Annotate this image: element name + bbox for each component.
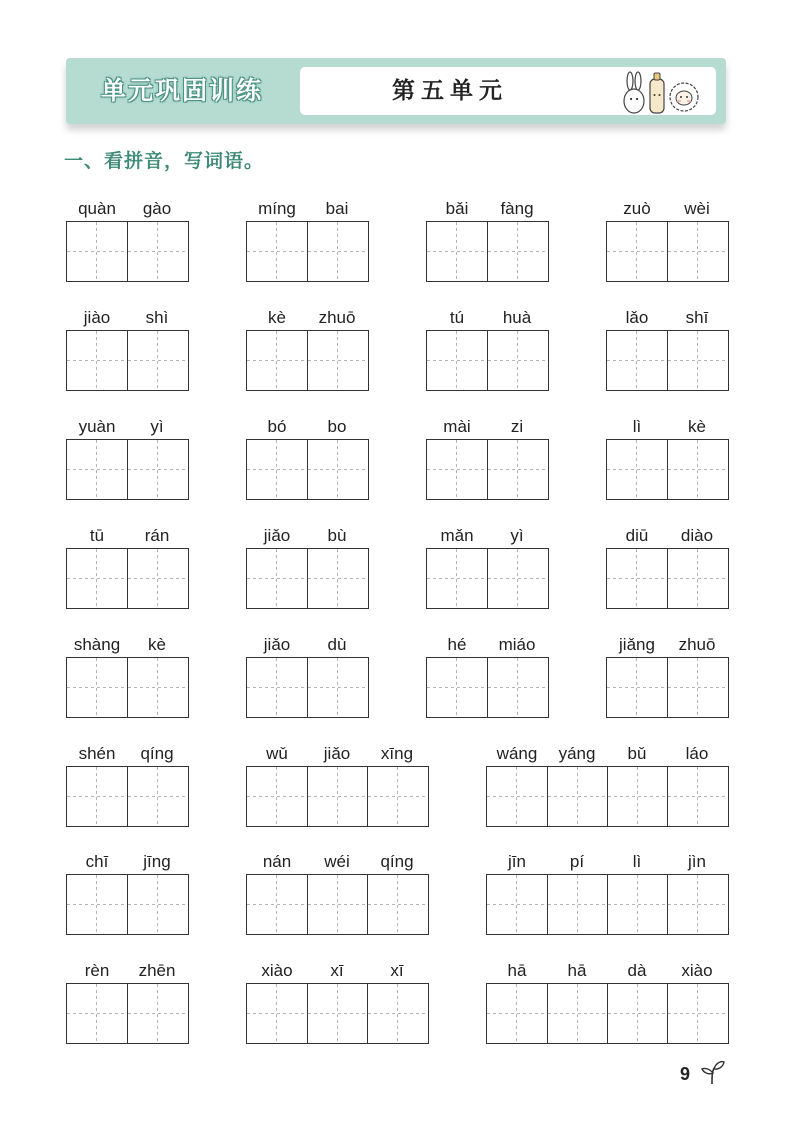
writing-cell[interactable] — [247, 440, 307, 499]
pinyin-syllable: mǎn — [440, 526, 474, 545]
pinyin-syllable: bù — [327, 526, 347, 545]
pinyin-syllable: rèn — [84, 961, 110, 980]
writing-cell[interactable] — [607, 875, 667, 934]
word-group — [606, 526, 729, 626]
writing-cell[interactable] — [127, 767, 187, 826]
tianzige-box — [426, 657, 549, 718]
writing-cell[interactable] — [607, 658, 667, 717]
pinyin-syllable: dù — [327, 635, 347, 654]
word-group — [66, 417, 189, 517]
pinyin-syllable: bǎi — [445, 199, 469, 218]
tianzige-box — [246, 983, 429, 1044]
writing-cell[interactable] — [487, 658, 547, 717]
pinyin-syllable: jīn — [508, 852, 526, 871]
word-group — [606, 308, 729, 408]
writing-cell[interactable] — [487, 875, 547, 934]
tianzige-box — [66, 983, 189, 1044]
writing-cell[interactable] — [427, 222, 487, 281]
writing-cell[interactable] — [487, 331, 547, 390]
pinyin-syllable: tú — [449, 308, 465, 327]
writing-cell[interactable] — [67, 767, 127, 826]
pinyin-syllable: shī — [685, 308, 709, 327]
tianzige-box — [486, 874, 729, 935]
pinyin-syllable: lì — [632, 417, 642, 436]
mascot-illustration-icon — [618, 69, 706, 115]
word-group — [486, 744, 729, 844]
writing-cell[interactable] — [247, 222, 307, 281]
unit-header — [66, 58, 726, 124]
page-number: 9 — [680, 1064, 691, 1084]
pinyin-syllable: wèi — [684, 199, 710, 218]
word-group — [426, 308, 549, 408]
writing-cell[interactable] — [67, 658, 127, 717]
writing-cell[interactable] — [67, 331, 127, 390]
pinyin-syllable: zhuō — [678, 635, 716, 654]
pinyin-syllable: láo — [685, 744, 709, 763]
pinyin-syllable: pí — [569, 852, 585, 871]
writing-cell[interactable] — [547, 875, 607, 934]
writing-cell[interactable] — [547, 984, 607, 1043]
pinyin-syllable: qíng — [380, 852, 414, 871]
pinyin-syllable: dà — [627, 961, 647, 980]
writing-cell[interactable] — [487, 549, 547, 608]
writing-cell[interactable] — [667, 222, 727, 281]
pinyin-syllable: jìn — [688, 852, 706, 871]
tianzige-box — [246, 221, 369, 282]
writing-cell[interactable] — [607, 222, 667, 281]
writing-cell[interactable] — [607, 331, 667, 390]
word-group — [426, 417, 549, 517]
writing-cell[interactable] — [367, 767, 427, 826]
word-group — [426, 526, 549, 626]
writing-cell[interactable] — [667, 875, 727, 934]
writing-cell[interactable] — [307, 549, 367, 608]
pinyin-syllable: xiào — [681, 961, 713, 980]
tianzige-box — [66, 330, 189, 391]
word-group — [66, 308, 189, 408]
tianzige-box — [66, 221, 189, 282]
word-group — [426, 199, 549, 299]
writing-cell[interactable] — [307, 658, 367, 717]
word-group — [66, 526, 189, 626]
pinyin-syllable: hā — [507, 961, 527, 980]
writing-cell[interactable] — [127, 331, 187, 390]
pinyin-syllable: jiǎo — [263, 635, 291, 654]
pinyin-syllable: miáo — [498, 635, 536, 654]
pinyin-syllable: jīng — [143, 852, 171, 871]
tianzige-box — [66, 548, 189, 609]
writing-cell[interactable] — [67, 440, 127, 499]
pinyin-syllable: fàng — [500, 199, 534, 218]
tianzige-box — [606, 548, 729, 609]
writing-cell[interactable] — [607, 549, 667, 608]
pinyin-syllable: diū — [625, 526, 649, 545]
section-title: 一、看拼音，写词语。 — [64, 150, 265, 172]
pinyin-syllable: xī — [390, 961, 404, 980]
word-group — [66, 852, 189, 952]
writing-cell[interactable] — [127, 984, 187, 1043]
writing-cell[interactable] — [667, 658, 727, 717]
pinyin-syllable: kè — [688, 417, 706, 436]
tianzige-box — [66, 766, 189, 827]
pinyin-syllable: zhuō — [318, 308, 356, 327]
writing-cell[interactable] — [127, 549, 187, 608]
tianzige-box — [606, 657, 729, 718]
tianzige-box — [606, 221, 729, 282]
writing-cell[interactable] — [67, 984, 127, 1043]
writing-cell[interactable] — [67, 875, 127, 934]
writing-cell[interactable] — [487, 440, 547, 499]
pinyin-syllable: gào — [142, 199, 172, 218]
word-group — [246, 635, 369, 735]
writing-cell[interactable] — [67, 549, 127, 608]
writing-cell[interactable] — [247, 984, 307, 1043]
word-group — [246, 308, 369, 408]
pinyin-syllable: hé — [447, 635, 467, 654]
writing-cell[interactable] — [607, 767, 667, 826]
pinyin-syllable: bǔ — [627, 744, 647, 763]
word-group — [246, 744, 429, 844]
word-group — [246, 417, 369, 517]
writing-cell[interactable] — [667, 549, 727, 608]
pinyin-syllable: bo — [327, 417, 347, 436]
writing-cell[interactable] — [307, 984, 367, 1043]
pinyin-syllable: jiào — [83, 308, 111, 327]
pinyin-syllable: míng — [258, 199, 296, 218]
writing-cell[interactable] — [127, 440, 187, 499]
writing-cell[interactable] — [247, 767, 307, 826]
word-group — [66, 635, 189, 735]
pinyin-syllable: wéi — [324, 852, 350, 871]
pinyin-syllable: zuò — [623, 199, 651, 218]
pinyin-syllable: kè — [268, 308, 286, 327]
pinyin-syllable: zi — [510, 417, 524, 436]
pinyin-syllable: zhēn — [138, 961, 176, 980]
writing-cell[interactable] — [487, 222, 547, 281]
writing-cell[interactable] — [67, 222, 127, 281]
pinyin-syllable: qíng — [140, 744, 174, 763]
tianzige-box — [66, 874, 189, 935]
writing-cell[interactable] — [547, 767, 607, 826]
writing-cell[interactable] — [667, 984, 727, 1043]
tianzige-box — [426, 221, 549, 282]
writing-cell[interactable] — [127, 222, 187, 281]
tianzige-box — [246, 766, 429, 827]
word-group — [486, 852, 729, 952]
tianzige-box — [426, 330, 549, 391]
pinyin-syllable: xī — [330, 961, 344, 980]
word-group — [606, 417, 729, 517]
tianzige-box — [606, 330, 729, 391]
word-group — [246, 526, 369, 626]
tianzige-box — [246, 548, 369, 609]
pinyin-syllable: wáng — [496, 744, 538, 763]
tianzige-box — [246, 874, 429, 935]
pinyin-syllable: xiào — [261, 961, 293, 980]
word-group — [426, 635, 549, 735]
pinyin-syllable: chī — [85, 852, 109, 871]
writing-cell[interactable] — [307, 767, 367, 826]
writing-cell[interactable] — [247, 658, 307, 717]
tianzige-box — [246, 330, 369, 391]
unit-title: 第五单元 — [392, 78, 508, 104]
writing-cell[interactable] — [247, 549, 307, 608]
pinyin-syllable: huà — [502, 308, 532, 327]
writing-cell[interactable] — [667, 767, 727, 826]
pinyin-syllable: jiǎo — [323, 744, 351, 763]
word-group — [246, 199, 369, 299]
tianzige-box — [426, 439, 549, 500]
writing-cell[interactable] — [367, 875, 427, 934]
writing-cell[interactable] — [307, 875, 367, 934]
tianzige-box — [486, 983, 729, 1044]
pinyin-syllable: xīng — [380, 744, 414, 763]
pinyin-syllable: bai — [325, 199, 349, 218]
writing-cell[interactable] — [247, 331, 307, 390]
tianzige-box — [486, 766, 729, 827]
writing-cell[interactable] — [307, 222, 367, 281]
pinyin-syllable: yuàn — [78, 417, 116, 436]
writing-cell[interactable] — [607, 984, 667, 1043]
word-group — [66, 199, 189, 299]
pinyin-syllable: shén — [78, 744, 116, 763]
pinyin-syllable: tū — [89, 526, 105, 545]
word-group — [606, 199, 729, 299]
writing-cell[interactable] — [307, 440, 367, 499]
tianzige-box — [246, 657, 369, 718]
pinyin-syllable: yì — [150, 417, 164, 436]
pinyin-syllable: jiǎng — [619, 635, 655, 654]
pinyin-syllable: bó — [267, 417, 287, 436]
tianzige-box — [66, 439, 189, 500]
pinyin-syllable: quàn — [78, 199, 116, 218]
word-group — [246, 852, 429, 952]
pinyin-syllable: yáng — [558, 744, 596, 763]
pinyin-syllable: shì — [145, 308, 169, 327]
pinyin-syllable: jiǎo — [263, 526, 291, 545]
writing-cell[interactable] — [307, 331, 367, 390]
writing-cell[interactable] — [367, 984, 427, 1043]
writing-cell[interactable] — [427, 549, 487, 608]
writing-cell[interactable] — [427, 440, 487, 499]
pinyin-syllable: wǔ — [266, 744, 288, 763]
writing-cell[interactable] — [607, 440, 667, 499]
writing-cell[interactable] — [247, 875, 307, 934]
pinyin-syllable: lǎo — [625, 308, 649, 327]
pinyin-syllable: kè — [148, 635, 166, 654]
header-title-box — [300, 67, 716, 115]
writing-cell[interactable] — [127, 875, 187, 934]
pinyin-syllable: diào — [680, 526, 714, 545]
word-group — [66, 744, 189, 844]
word-group — [606, 635, 729, 735]
writing-cell[interactable] — [667, 440, 727, 499]
word-group — [486, 961, 729, 1061]
pinyin-syllable: yì — [510, 526, 524, 545]
tianzige-box — [66, 657, 189, 718]
pinyin-syllable: shàng — [73, 635, 121, 654]
tianzige-box — [426, 548, 549, 609]
header-left-label: 单元巩固训练 — [100, 76, 263, 105]
writing-cell[interactable] — [127, 658, 187, 717]
pinyin-syllable: mài — [443, 417, 471, 436]
pinyin-syllable: hā — [567, 961, 587, 980]
word-group — [66, 961, 189, 1061]
pinyin-syllable: lì — [632, 852, 642, 871]
writing-cell[interactable] — [427, 658, 487, 717]
tianzige-box — [246, 439, 369, 500]
pinyin-syllable: rán — [144, 526, 170, 545]
sprout-icon — [700, 1058, 726, 1086]
writing-cell[interactable] — [487, 767, 547, 826]
writing-cell[interactable] — [487, 984, 547, 1043]
tianzige-box — [606, 439, 729, 500]
word-group — [246, 961, 429, 1061]
writing-cell[interactable] — [667, 331, 727, 390]
writing-cell[interactable] — [427, 331, 487, 390]
pinyin-syllable: nán — [262, 852, 292, 871]
